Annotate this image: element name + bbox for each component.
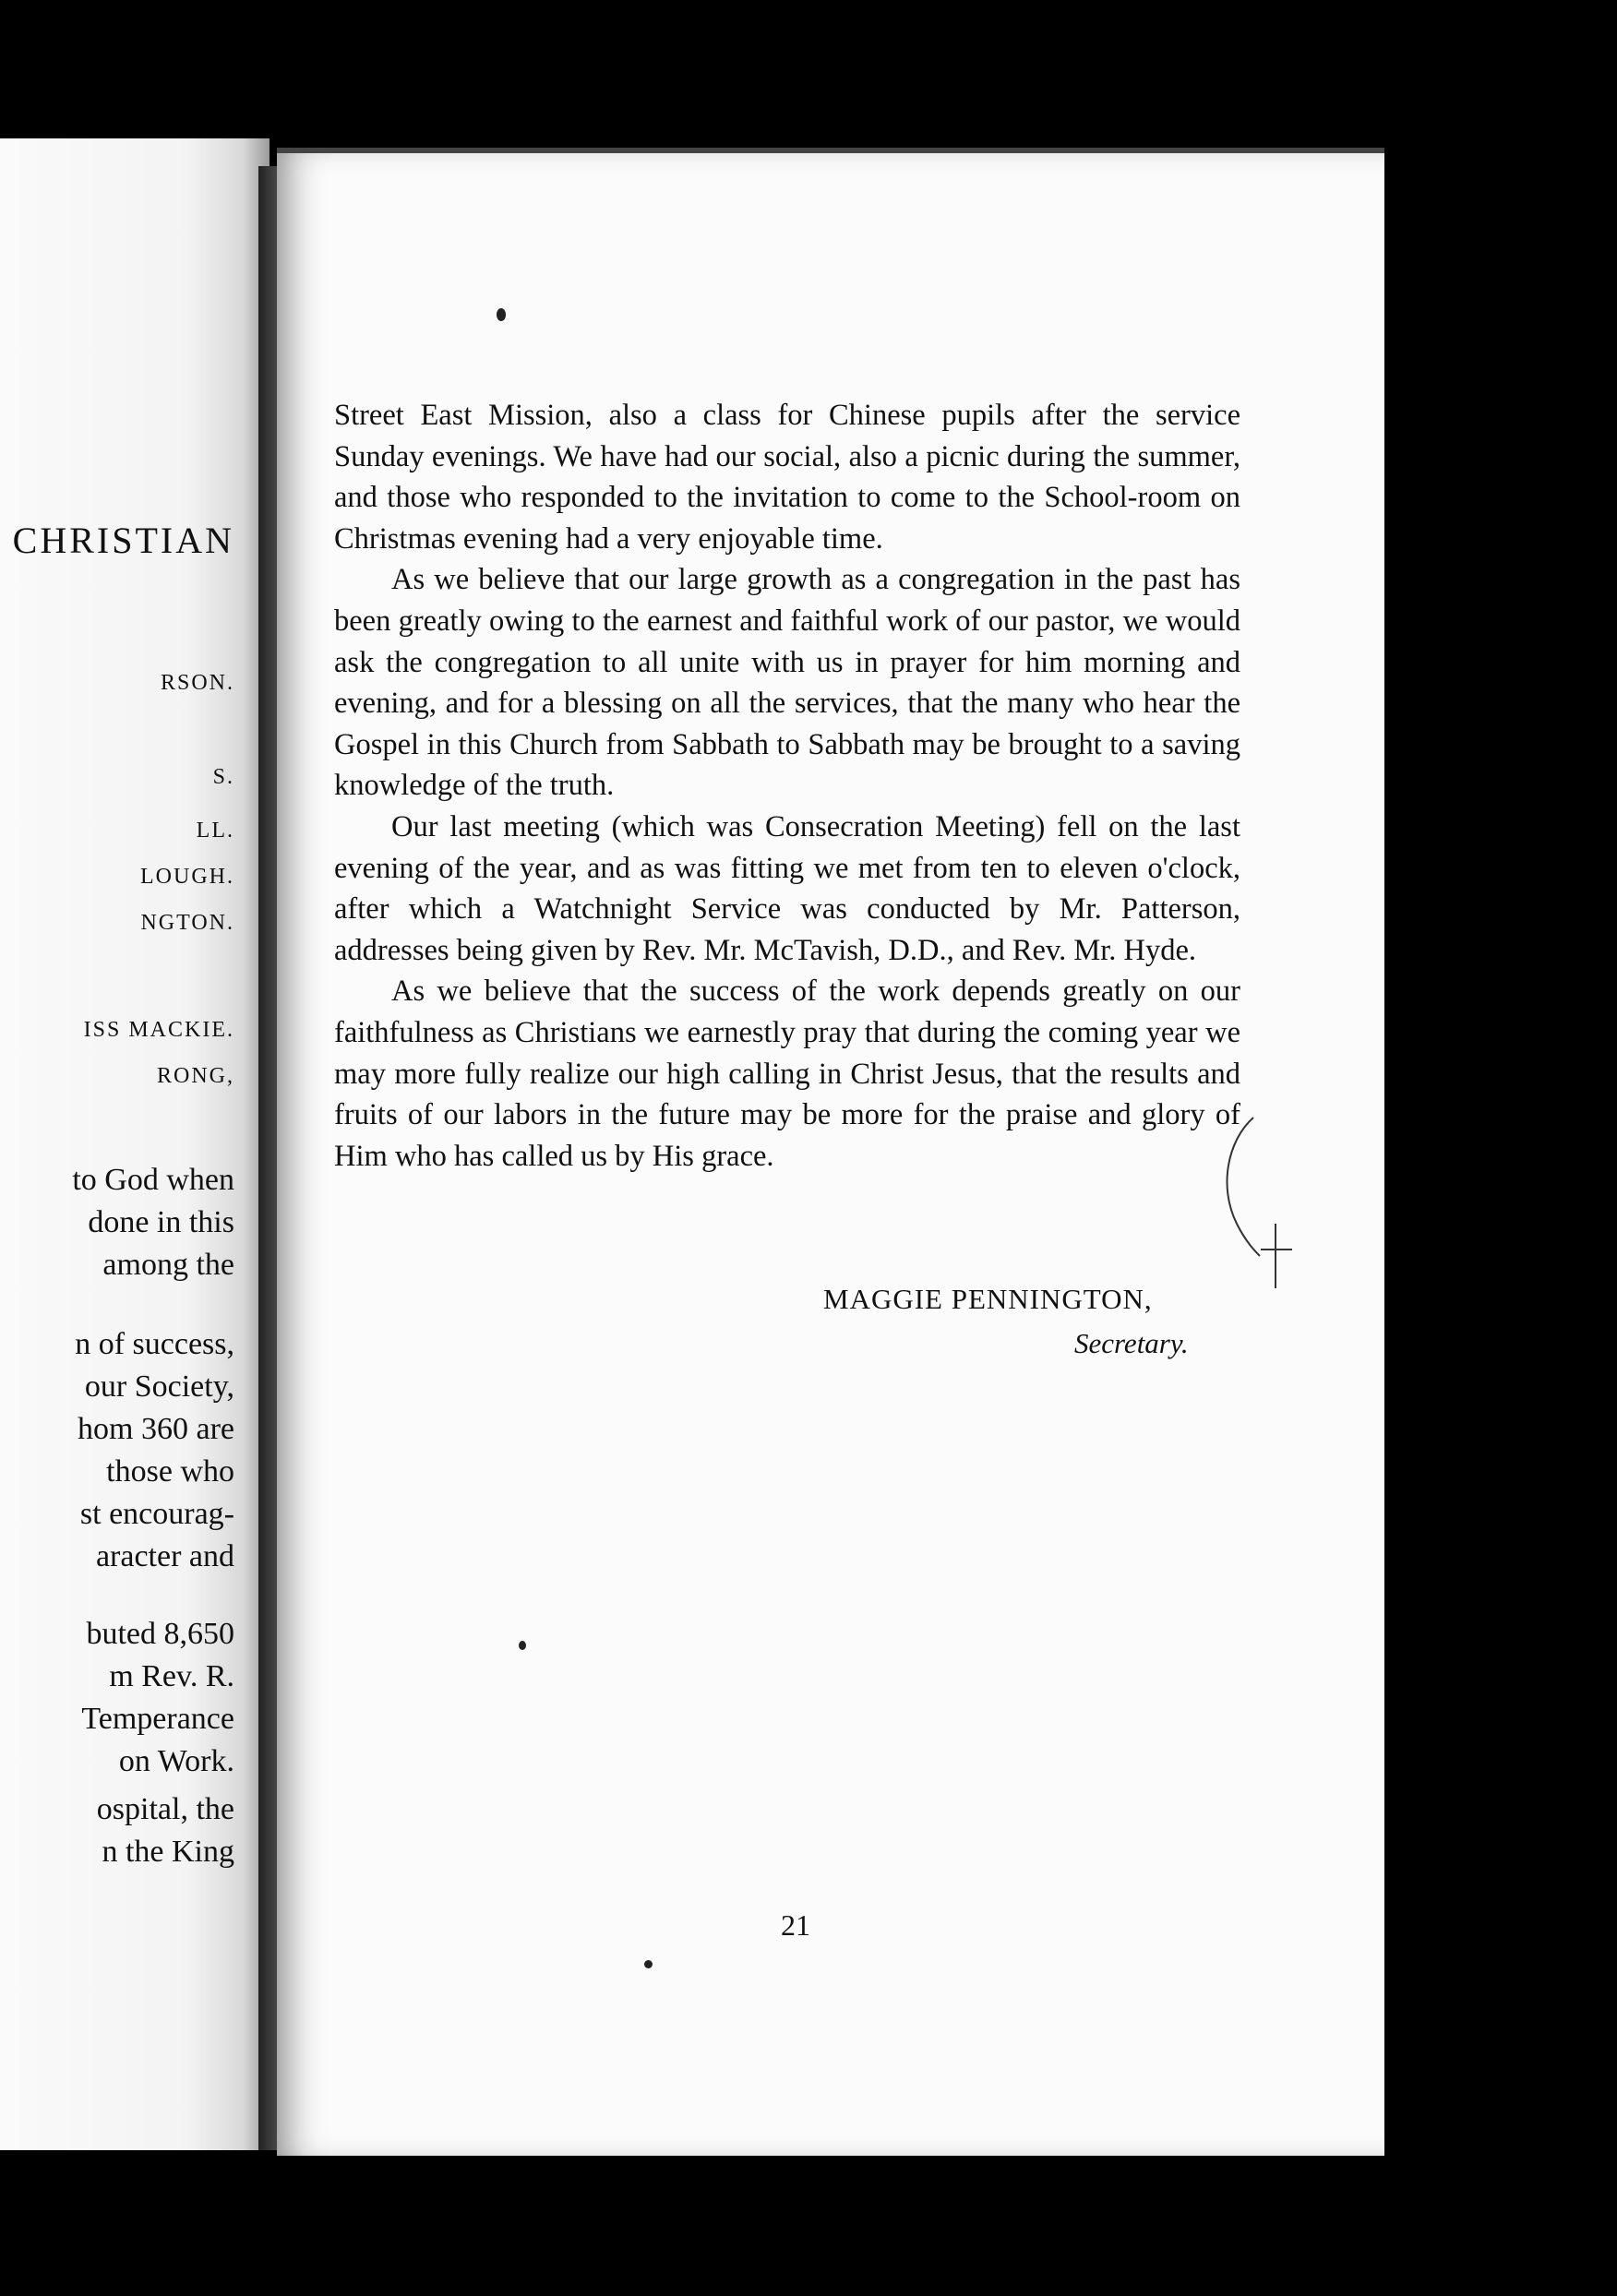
left-page-fragment: hom 360 are [78,1412,234,1446]
ink-speck [519,1641,526,1650]
left-page-fragment: RSON. [160,671,234,695]
signature-title: Secretary. [1074,1327,1189,1359]
left-page-fragment: st encourag- [79,1497,234,1531]
left-facing-page [0,138,270,2150]
paragraph-3: Our last meeting (which was Consecration Meeting) fell on the last evening of the year, and as was fitting we met from ten to eleven o'clock, after which a Watchnight Service was conducted by Mr. Patterson, addresses being given by Rev. Mr. McTavish, D.D., and Rev. Mr. Hyde. [334,809,1240,967]
pencil-mark-icon [1200,1113,1311,1288]
left-page-fragment: among the [102,1248,234,1282]
body-text [334,395,1240,1177]
page-number: 21 [781,1908,810,1942]
left-page-fragment: Temperance [81,1702,234,1736]
signature-name: MAGGIE PENNINGTON, [823,1283,1153,1315]
right-page [277,148,1384,2156]
left-page-fragment: aracter and [95,1539,234,1573]
left-page-fragment: on Work. [118,1744,234,1778]
paragraph-1: Street East Mission, also a class for Chinese pupils after the service Sunday evenings. We have had our social, also a picnic during the summer, and those who responded to the invitation to come to the School-room on Christmas evening had a very enjoyable time. [334,399,1240,556]
paragraph-2: As we believe that our large growth as a congregation in the past has been greatly owing to the earnest and faithful work of our pastor, we would ask the congregation to all unite with us in prayer for him morning and evening, and for a blessing on all the services, that the many who hear the Gospel in this Church from Sabbath to Sabbath may be brought to a saving knowledge of the truth. [334,563,1240,803]
paragraph-4: As we believe that the success of the work depends greatly on our faithfulness as Christians we earnestly pray that during the coming year we may more fully realize our high calling in Christ Jesus, that the results and fruits of our labors in the future may be more for the praise and glory of Him who has called us by His grace. [334,975,1240,1173]
left-page-fragment: n of success, [75,1327,234,1361]
left-page-fragment: ospital, the [96,1792,234,1826]
left-page-fragment: S. [212,765,234,789]
ink-speck [644,1960,653,1968]
ink-speck [497,308,506,321]
left-page-fragment: LOUGH. [140,865,234,889]
left-page-fragment: those who [106,1454,234,1489]
left-page-fragment: n the King [102,1835,234,1869]
left-page-fragment: to God when [72,1163,234,1197]
left-page-fragment: done in this [88,1205,234,1239]
left-page-heading-fragment: CHRISTIAN [12,520,234,561]
left-page-fragment: m Rev. R. [109,1659,234,1693]
left-page-fragment: RONG, [156,1064,234,1088]
left-page-fragment: NGTON. [140,911,234,935]
left-page-fragment: ISS MACKIE. [83,1018,234,1042]
left-page-fragment: buted 8,650 [86,1617,234,1651]
left-page-fragment: our Society, [84,1369,234,1404]
left-page-fragment: LL. [196,819,234,843]
